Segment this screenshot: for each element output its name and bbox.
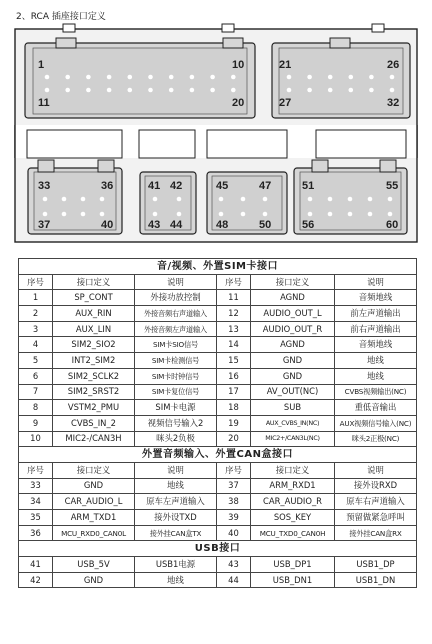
table-cell: 4 (19, 337, 53, 353)
table-row (19, 290, 417, 306)
table-cell: AUDIO_OUT_L (251, 306, 335, 322)
table-cell: 接外挂CAN盒TX (135, 525, 217, 541)
table-cell: USB1_DN (335, 572, 417, 588)
table-cell: GND (53, 572, 135, 588)
table-cell: 接外挂CAN盒RX (335, 525, 417, 541)
col-header: 序号 (217, 462, 251, 478)
pin-hole (349, 88, 354, 93)
pin-hole (263, 197, 268, 202)
pin-hole (81, 197, 86, 202)
pin-hole (153, 197, 158, 202)
pin-hole (62, 197, 67, 202)
col-header: 接口定义 (251, 274, 335, 290)
pin-label-36: 36 (101, 180, 114, 192)
table-cell: 36 (19, 525, 53, 541)
table-cell: 咪头2正极(NC) (335, 431, 417, 447)
table-cell: 地线 (135, 478, 217, 494)
pin-hole (390, 88, 395, 93)
pin-hole (369, 88, 374, 93)
pin-hole (190, 75, 195, 80)
table-cell: VSTM2_PMU (53, 400, 135, 416)
col-header: 序号 (19, 274, 53, 290)
table-cell: 10 (19, 431, 53, 447)
pin-hole (368, 197, 373, 202)
col-header: 序号 (19, 462, 53, 478)
col-header: 说明 (335, 462, 417, 478)
table-cell: MCU_RXD0_CAN0L (53, 525, 135, 541)
table1-header-row (19, 274, 417, 290)
section-heading: 2、RCA 插座接口定义 (16, 12, 106, 22)
table-cell: 地线 (335, 353, 417, 369)
table-cell: 接外设RXD (335, 478, 417, 494)
table-row (19, 478, 417, 494)
pin-hole (107, 75, 112, 80)
table-cell: 16 (217, 368, 251, 384)
table-cell: 接外设TXD (135, 510, 217, 526)
table-cell: AUX_CVBS_IN(NC) (251, 415, 335, 431)
table-cell: AGND (251, 290, 335, 306)
table-row (19, 510, 417, 526)
table1-title: 音/视频、外置SIM卡接口 (19, 259, 417, 275)
pin-hole (45, 75, 50, 80)
pin-hole (148, 88, 153, 93)
table-cell: 前左声道输出 (335, 306, 417, 322)
pin-label-33: 33 (38, 180, 51, 192)
pin-label-42: 42 (170, 180, 183, 192)
table-cell: 5 (19, 353, 53, 369)
table-cell: 咪头2负极 (135, 431, 217, 447)
pin-hole (369, 75, 374, 80)
pin-hole (210, 88, 215, 93)
table-cell: CAR_AUDIO_R (251, 494, 335, 510)
table-row (19, 368, 417, 384)
table-cell: 39 (217, 510, 251, 526)
pin-hole (328, 197, 333, 202)
table-cell: SIM卡复位信号 (135, 384, 217, 400)
table-cell: 1 (19, 290, 53, 306)
pin-label-51: 51 (302, 180, 315, 192)
table-cell: 视频信号输入2 (135, 415, 217, 431)
table-cell: SIM卡检测信号 (135, 353, 217, 369)
pin-hole (287, 88, 292, 93)
pin-hole (100, 197, 105, 202)
table-cell: 14 (217, 337, 251, 353)
table-cell: 2 (19, 306, 53, 322)
pin-hole (190, 88, 195, 93)
pin-hole (388, 212, 393, 217)
pin-hole (348, 197, 353, 202)
table-cell: 44 (217, 572, 251, 588)
table-cell: AUDIO_OUT_R (251, 321, 335, 337)
table-cell: CAR_AUDIO_L (53, 494, 135, 510)
table-row (19, 306, 417, 322)
pin-hole (177, 197, 182, 202)
table-cell: 原车右声道输入 (335, 494, 417, 510)
pin-hole (328, 212, 333, 217)
table-cell: MCU_TXD0_CAN0H (251, 525, 335, 541)
table-cell: 9 (19, 415, 53, 431)
table-cell: 20 (217, 431, 251, 447)
table-cell: AV_OUT(NC) (251, 384, 335, 400)
pin-label-60: 60 (386, 219, 399, 231)
pin-hole (241, 212, 246, 217)
pin-hole (231, 75, 236, 80)
table-cell: GND (251, 368, 335, 384)
table-cell: AGND (251, 337, 335, 353)
pin-label-26: 26 (387, 59, 400, 71)
pin-hole (107, 88, 112, 93)
table-cell: SP_CONT (53, 290, 135, 306)
pin-hole (81, 212, 86, 217)
table-cell: SIM卡时钟信号 (135, 368, 217, 384)
table-cell: 19 (217, 415, 251, 431)
pin-label-44: 44 (170, 219, 183, 231)
table-cell: MIC2+/CAN3L(NC) (251, 431, 335, 447)
table-cell: SIM2_SCLK2 (53, 368, 135, 384)
table-cell: CVBS视频输出(NC) (335, 384, 417, 400)
table-cell: 33 (19, 478, 53, 494)
table-row (19, 353, 417, 369)
table-cell: GND (53, 478, 135, 494)
table-cell: 3 (19, 321, 53, 337)
col-header: 说明 (335, 274, 417, 290)
col-header: 接口定义 (53, 274, 135, 290)
table-row (19, 557, 417, 573)
pin-hole (86, 75, 91, 80)
table-cell: 音频地线 (335, 337, 417, 353)
pin-label-20: 20 (232, 97, 245, 109)
table-row (19, 321, 417, 337)
table-row (19, 384, 417, 400)
col-header: 说明 (135, 274, 217, 290)
table-cell: USB_5V (53, 557, 135, 573)
table-cell: USB_DN1 (251, 572, 335, 588)
pin-hole (128, 75, 133, 80)
pin-label-45: 45 (216, 180, 229, 192)
pin-hole (328, 88, 333, 93)
pin-label-50: 50 (259, 219, 272, 231)
table-cell: SIM卡SIO信号 (135, 337, 217, 353)
table-cell: GND (251, 353, 335, 369)
pin-hole (153, 212, 158, 217)
pin-label-56: 56 (302, 219, 315, 231)
pin-hole (287, 75, 292, 80)
col-header: 说明 (135, 462, 217, 478)
pin-hole (307, 88, 312, 93)
pin-hole (263, 212, 268, 217)
pin-label-21: 21 (279, 59, 292, 71)
pin-hole (308, 197, 313, 202)
table-cell: 地线 (135, 572, 217, 588)
pin-hole (388, 197, 393, 202)
table-cell: ARM_TXD1 (53, 510, 135, 526)
table-row (19, 494, 417, 510)
pin-label-1: 1 (38, 59, 45, 71)
table-cell: AUX视频信号输入(NC) (335, 415, 417, 431)
table-cell: SIM卡电源 (135, 400, 217, 416)
table-cell: SIM2_SRST2 (53, 384, 135, 400)
table-cell: 前右声道输出 (335, 321, 417, 337)
pin-hole (219, 197, 224, 202)
table-cell: 17 (217, 384, 251, 400)
table-cell: 地线 (335, 368, 417, 384)
pin-hole (349, 75, 354, 80)
table-cell: 18 (217, 400, 251, 416)
table-row (19, 525, 417, 541)
pin-hole (348, 212, 353, 217)
table-row (19, 400, 417, 416)
table-cell: USB1_DP (335, 557, 417, 573)
pin-label-10: 10 (232, 59, 245, 71)
pin-hole (43, 197, 48, 202)
table-cell: 8 (19, 400, 53, 416)
pin-hole (148, 75, 153, 80)
pin-hole (241, 197, 246, 202)
pin-label-11: 11 (38, 97, 50, 109)
pin-label-41: 41 (148, 180, 161, 192)
rca-connector-diagram (0, 0, 432, 250)
table-cell: 预留做紧急呼叫 (335, 510, 417, 526)
pin-label-48: 48 (216, 219, 229, 231)
col-header: 接口定义 (53, 462, 135, 478)
table-cell: SUB (251, 400, 335, 416)
table-cell: CVBS_IN_2 (53, 415, 135, 431)
pin-hole (368, 212, 373, 217)
pin-hole (390, 75, 395, 80)
pin-hole (328, 75, 333, 80)
pin-hole (86, 88, 91, 93)
table-row (19, 572, 417, 588)
pin-hole (219, 212, 224, 217)
table-cell: 37 (217, 478, 251, 494)
table-row (19, 337, 417, 353)
table-cell: ARM_RXD1 (251, 478, 335, 494)
table-cell: 13 (217, 321, 251, 337)
table-cell: AUX_RIN (53, 306, 135, 322)
table-cell: 15 (217, 353, 251, 369)
table-cell: 42 (19, 572, 53, 588)
table2-title: 外置音频输入、外置CAN盒接口 (19, 447, 417, 463)
table-cell: 音频地线 (335, 290, 417, 306)
pin-hole (43, 212, 48, 217)
pin-label-37: 37 (38, 219, 51, 231)
col-header: 序号 (217, 274, 251, 290)
table-row (19, 431, 417, 447)
pin-label-55: 55 (386, 180, 399, 192)
table-cell: 6 (19, 368, 53, 384)
table3-title: USB接口 (19, 541, 417, 557)
table-cell: INT2_SIM2 (53, 353, 135, 369)
pin-label-32: 32 (387, 97, 400, 109)
table-cell: 41 (19, 557, 53, 573)
table-cell: 40 (217, 525, 251, 541)
pin-hole (62, 212, 67, 217)
table-cell: 43 (217, 557, 251, 573)
table-cell: 重低音输出 (335, 400, 417, 416)
table-cell: 7 (19, 384, 53, 400)
table-cell: 11 (217, 290, 251, 306)
pin-hole (169, 88, 174, 93)
table-cell: 外接功放控制 (135, 290, 217, 306)
table-cell: AUX_LIN (53, 321, 135, 337)
table-cell: 外接音频左声道输入 (135, 321, 217, 337)
table-cell: USB_DP1 (251, 557, 335, 573)
pin-label-40: 40 (101, 219, 114, 231)
table-cell: 12 (217, 306, 251, 322)
pin-hole (65, 75, 70, 80)
table2-header-row (19, 462, 417, 478)
pin-hole (307, 75, 312, 80)
table-cell: 原车左声道输入 (135, 494, 217, 510)
table-cell: SIM2_SIO2 (53, 337, 135, 353)
table-cell: SOS_KEY (251, 510, 335, 526)
pin-definition-table (18, 258, 417, 588)
col-header: 接口定义 (251, 462, 335, 478)
table-cell: MIC2-/CAN3H (53, 431, 135, 447)
pin-hole (177, 212, 182, 217)
table-cell: 34 (19, 494, 53, 510)
pin-hole (169, 75, 174, 80)
table-cell: 38 (217, 494, 251, 510)
pin-label-43: 43 (148, 219, 161, 231)
pin-hole (100, 212, 105, 217)
table-row (19, 415, 417, 431)
pin-label-27: 27 (279, 97, 292, 109)
pin-hole (45, 88, 50, 93)
pin-label-47: 47 (259, 180, 272, 192)
pin-hole (308, 212, 313, 217)
pin-hole (128, 88, 133, 93)
table-cell: 35 (19, 510, 53, 526)
table-cell: USB1电源 (135, 557, 217, 573)
table-cell: 外接音频右声道输入 (135, 306, 217, 322)
pin-hole (231, 88, 236, 93)
pin-hole (65, 88, 70, 93)
pin-hole (210, 75, 215, 80)
